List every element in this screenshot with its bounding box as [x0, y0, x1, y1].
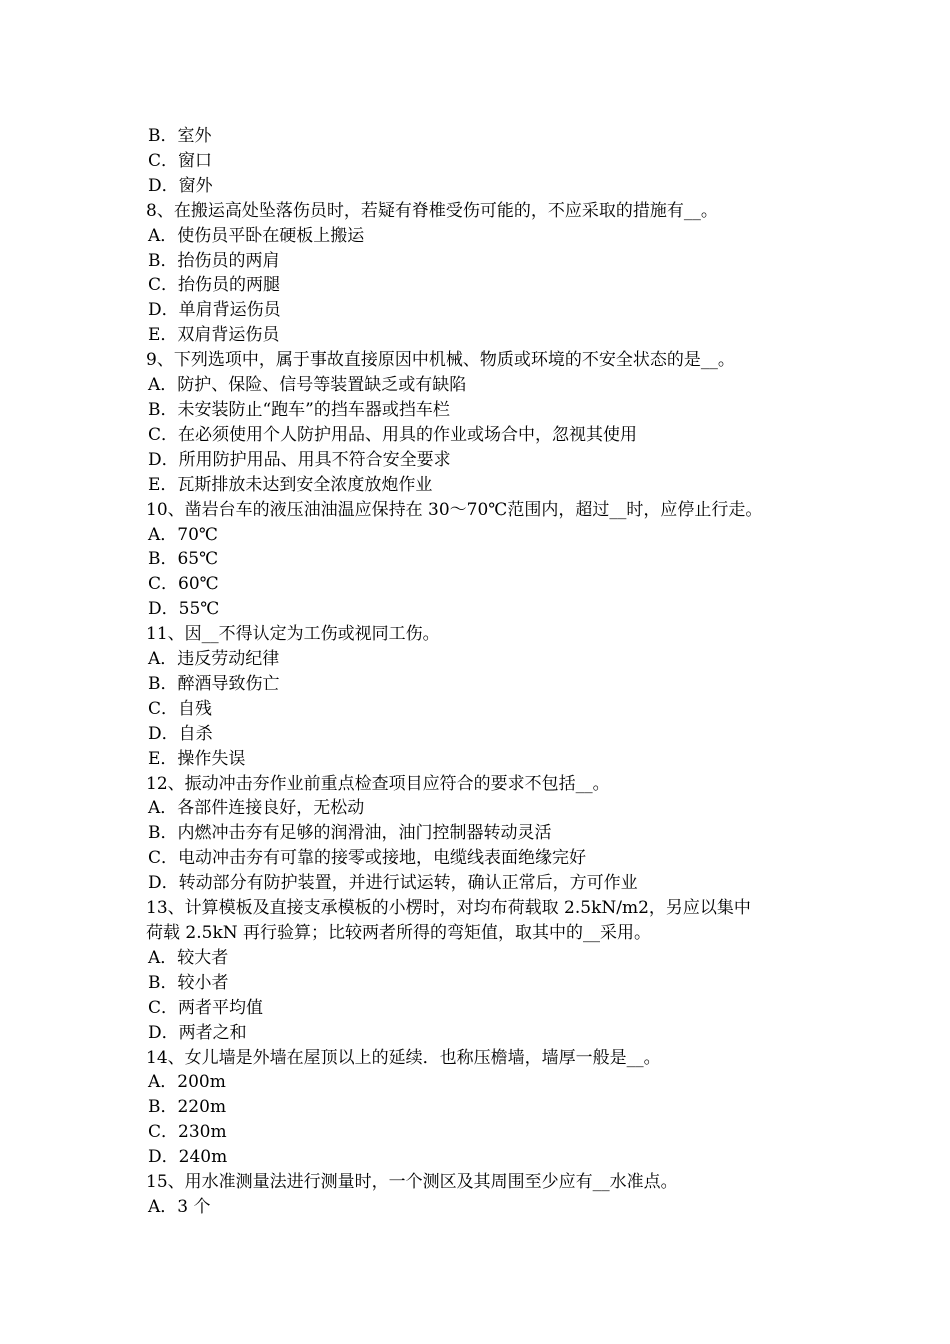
answer-option: D．转动部分有防护装置，并进行试运转，确认正常后，方可作业 [148, 873, 638, 894]
question-text: 8、在搬运高处坠落伤员时，若疑有脊椎受伤可能的，不应采取的措施有__。 [146, 200, 718, 221]
answer-option: C．自残 [148, 698, 213, 719]
exam-text-body [146, 124, 816, 1220]
answer-option: C．电动冲击夯有可靠的接零或接地，电缆线表面绝缘完好 [148, 848, 587, 869]
answer-option: C．230m [148, 1122, 227, 1143]
answer-option: B．室外 [148, 126, 212, 146]
answer-option: E．操作失误 [148, 748, 246, 769]
answer-option: B．220m [148, 1097, 227, 1118]
answer-option: C．窗口 [148, 150, 213, 171]
answer-option: D．55℃ [148, 599, 220, 620]
question-text: 13、计算模板及直接支承模板的小楞时，对均布荷载取 2.5kN/m2，另应以集中 [146, 898, 751, 919]
question-text: 12、振动冲击夯作业前重点检查项目应符合的要求不包括__。 [146, 773, 610, 794]
answer-option: B．抬伤员的两肩 [148, 250, 280, 271]
answer-option: B．65℃ [148, 549, 219, 570]
answer-option: B．较小者 [148, 972, 229, 993]
answer-option: A．各部件连接良好，无松动 [148, 798, 365, 819]
question-text: 10、凿岩台车的液压油油温应保持在 30～70℃范围内，超过__时，应停止行走。 [146, 499, 763, 520]
answer-option: E．双肩背运伤员 [148, 325, 280, 346]
answer-option: A．3 个 [148, 1196, 211, 1217]
answer-option: D．窗外 [148, 175, 213, 196]
answer-option: B．醉酒导致伤亡 [148, 673, 280, 694]
question-text: 9、下列选项中，属于事故直接原因中机械、物质或环境的不安全状态的是__。 [146, 350, 735, 371]
question-text: 14、女儿墙是外墙在屋顶以上的延续．也称压檐墙，墙厚一般是__。 [146, 1047, 661, 1068]
answer-option: C．在必须使用个人防护用品、用具的作业或场合中，忽视其使用 [148, 424, 638, 445]
answer-option: B．未安装防止“跑车”的挡车器或挡车栏 [148, 399, 450, 420]
answer-option: C．两者平均值 [148, 997, 264, 1018]
answer-option: A．较大者 [148, 947, 229, 968]
question-text: 15、用水准测量法进行测量时，一个测区及其周围至少应有__水准点。 [146, 1172, 678, 1193]
answer-option: A．70℃ [148, 524, 218, 545]
answer-option: B．内燃冲击夯有足够的润滑油，油门控制器转动灵活 [148, 823, 552, 844]
question-text: 11、因__不得认定为工伤或视同工伤。 [146, 624, 440, 645]
answer-option: E．瓦斯排放未达到安全浓度放炮作业 [148, 474, 433, 495]
answer-option: D．两者之和 [148, 1022, 247, 1043]
answer-option: C．抬伤员的两腿 [148, 275, 281, 296]
answer-option: D．自杀 [148, 723, 213, 744]
answer-option: D．单肩背运伤员 [148, 300, 281, 321]
answer-option: C．60℃ [148, 574, 219, 595]
answer-option: A．防护、保险、信号等装置缺乏或有缺陷 [148, 375, 467, 396]
answer-option: A．使伤员平卧在硬板上搬运 [148, 225, 365, 246]
answer-option: D．所用防护用品、用具不符合安全要求 [148, 449, 451, 470]
answer-option: A．200m [148, 1072, 226, 1093]
question-text: 荷载 2.5kN 再行验算；比较两者所得的弯矩值，取其中的__采用。 [146, 923, 652, 943]
answer-option: D．240m [148, 1147, 228, 1168]
answer-option: A．违反劳动纪律 [148, 649, 280, 670]
